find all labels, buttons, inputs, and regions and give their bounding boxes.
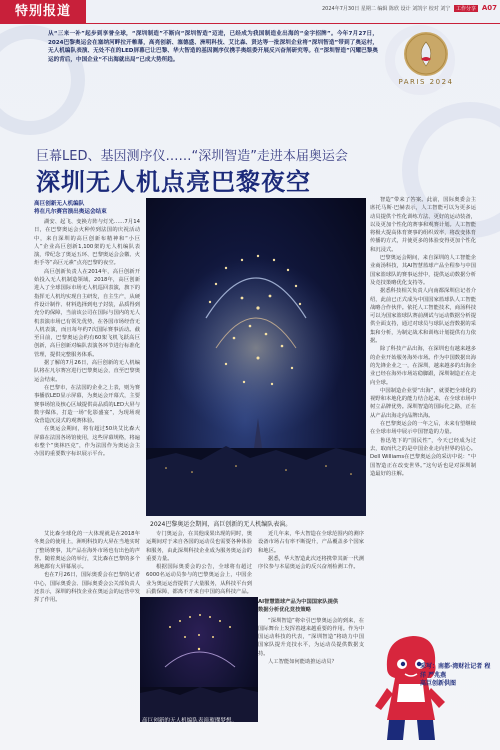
page-number: A07: [481, 4, 497, 12]
paragraph: 湖安、起飞、变换方阵与灯光……7月14日，在巴黎奥运会火种传到法国的庆祝活动中，来自深圳的高巨创新布精神和“小巨人”企业高巨创新1,100架的无人机编队表演，带纪念了奥运五环、巴黎奥运会会徽、火炬手等“高巨元素”点亮巴黎的夜空。: [34, 219, 140, 267]
drone-show-illustration: [146, 198, 366, 516]
paragraph: 除了科技产品出海，在深圳也有越来越多的企业开始服务海外市场。作为中国数据出海的先锋企业之一，在深圳，越来越多的出海企业已经在海外市场站稳脚跟，深圳制造正在走向全球。: [370, 346, 476, 386]
paragraph: 据悉科技相关负责人向南都深圳信记者介绍，此前已正式成为中国国家篮球队人工智能战略合作伙伴。依托人工智能技术，商汤科技可以为国家篮球队赛前测试与运动数据分析提供全面支持，通过对球员与球队运营数据的采集和分析，为制定战术和训练计划提供有力依据。: [370, 288, 476, 345]
paragraph: 在奥运会期间，将有超过50块艾比森大屏幕在法国各场馆使用，这些屏幕规格，将遍布整个“奥林匹克”，作为法国作为奥运会主办国的重要数字标识展示平台。: [34, 426, 140, 458]
paragraph: 巴黎奥运会期间，来自深圳的人工智能企业商汤科技，其AI智慧篮球产品全程参与中国国家篮球队的赛事运营中，提供运动数据分析及竞技策略优化支持等。: [370, 255, 476, 286]
credits: 采写：南都·湾财社记者 程洋 严兆燕 高巨创新供图: [420, 663, 491, 688]
subsection-title: AI智慧篮球产品为中国国家队提供 数据分析优化竞技策略: [258, 599, 339, 614]
paragraph: 鲁迅笔下的“国民性”，今天已经成为过去，取而代之的是中国企业走向世界的信心。Dell Williams在巴黎奥运会的采访中说：“中国智造正在改变世界。”这句话也是对深圳制造最好的注解。: [370, 437, 476, 477]
paragraph: 据了解的7月26日，高巨创新的无人机编队将在凡尔赛宫进行巴黎奥运会，直至巴黎奥运会结束。: [34, 360, 140, 383]
column-1-subhead: 高巨创新无人机编队 将在凡尔赛宫演出奥运会结束: [34, 201, 107, 215]
bottom-column-1: [34, 530, 140, 720]
paragraph: 根据国际奥委会的公告，全球将有超过6000名运动员参与的巴黎奥运会上，中国企业为奥运运营提供了大量服务，从科技平台到后勤保障，都离不开来自中国的高科技产品。: [146, 564, 252, 596]
badge: 工作分享: [455, 6, 476, 12]
issue-date-editors: 2024年7月30日 星期二 编辑 陈欣 设计 刘凯宇 校对 刘宁: [321, 6, 451, 12]
paragraph: 近几年来，华大智造在全球范围内的测序设备市场占有率不断提升，产品覆盖多个国家和地区。: [258, 531, 364, 554]
subsection-ai-basketball: [258, 598, 364, 708]
paragraph: 人工智能如何能助推运动员？: [268, 659, 337, 666]
paragraph: 在巴黎市，在法国的企业之上表，则为赛事播放LED显示屏幕，为奥运会开幕式，主要赛事场馆及核心区域提供高品质的LED大屏与数字媒体，打造一场“化影盛宴”，为现场观众营造沉浸式的观赛体验。: [34, 384, 140, 425]
main-photo-caption: 2024巴黎奥运会期间，高巨创新的无人机编队表演。: [150, 521, 292, 528]
section-tag: 特别报道: [0, 0, 86, 23]
drone-formation-illustration: [140, 597, 258, 722]
column-1: [34, 200, 140, 505]
bottom-column-3: [258, 530, 364, 592]
kicker: 巨幕LED、基因测序仪……“深圳智造”走进本届奥运会: [36, 149, 348, 164]
second-photo-drone-show: [140, 597, 258, 722]
paragraph: 高巨创新负责人在2014年，高巨创新开始投入无人机制造领域，2018年，高巨创新进入了全球国际市场无人机巡回表演，旗下的指挥无人机均实现自主研发，自主生产，从硬件设计制作、材料选择到电子封装，品质得到充分的保障，当前该公司在国际与国内的无人机表演市场已有领先优势，在各国市场经营无人机表演，而且每年约7次国际赛事活动。截至目前，巴黎奥运会约有60架飞机飞跃高巨创新，高巨创新对编队表演各环节进行标准化管理，提供完整服务体系。: [34, 268, 140, 358]
paragraph: 艾比森全球化的一大体现就是在2018年冬奥会的使用上，洲明科技的大屏在当地实时了整场赛事，其产品在海外市场也有出色的声誉。随着奥运会的举行，艾比森在巴黎的多个场地都有大屏幕展示。: [34, 531, 140, 571]
paris-2024-text: PARIS 2024: [398, 78, 454, 86]
paragraph: “深圳智造”将牵引巴黎奥运会的到来，在国际舞台上发挥着越来越重要的作用。作为中国运动科技的代表，“深圳智造”将助力中国国家队提升竞技水平，为运动员提供数据支持。: [258, 617, 364, 657]
paragraph: 在巴黎奥运会的一年之后，未来有望继续在全球市场中展示中国智造的力量。: [370, 421, 476, 436]
column-right: [370, 196, 476, 626]
issue-info: [322, 5, 478, 12]
paragraph: 专门奥运会，在其他成果出现的同时，奥运期间对于来自各国的运动员也需要各种体验和服务，由此深圳科技企业成为服务奥运会的重要力量。: [146, 531, 252, 562]
lead-paragraph: 从“三来一补”起步到享誉全球，“深圳制造”不断向“深圳智造”迈进，已经成为我国制造业出海的“金字招牌”。今年7月27日，2024巴黎奥运会在塞纳河畔拉开帷幕，高亮创新、塞德盛、洲明科技、艾比森、贤达等一批深圳企业将“深圳智造”带到了奥运村，无人机编队表演、无处不在的LED屏幕已让巴黎、华大智造的基因测序仪携手奥组委开展反兴奋剂研究等。在“深圳智造”闪耀巴黎奥运的背后，中国企业“不出海就出局”已成大势所趋。: [48, 31, 378, 63]
paragraph: 据悉，华大智造此次还将携带其新一代测序仪参与本届奥运会的反兴奋剂检测工作。: [258, 555, 364, 571]
second-photo-caption: 高巨创新的无人机编队表演璀璨梦想。: [142, 718, 238, 724]
paragraph: 中国制造企业要“出海”，就要把全球化的视野和本地化的能力结合起来，在全球市场中树立品牌优势。深圳智造的国际化之路，正在从产品出海走向品牌出海。: [370, 387, 476, 419]
paragraph: 智造”带来了答案。此前，国际奥委会主席托马斯·巴赫表示，人工智能可以为更多运动员提供个性化训练方法、更好的运动装备，以及更加个性化的赛事和观赛计划。人工智能将极大提高体育赛事的组织效率，将改变体育传播的方式，并使更多的体验变得更加个性化和沉浸式。: [370, 197, 476, 253]
bottom-column-2: [146, 530, 252, 596]
top-bar: [0, 0, 500, 24]
main-photo-drone-show: [146, 198, 366, 516]
paragraph: 也在7月26日，国际奥委会在巴黎的记者中心，国际奥委会、国际奥委会公关部负责人还表示，深圳的科技企业在奥运会的运营中发挥了作用。: [34, 572, 140, 604]
headline: 深圳无人机点亮巴黎夜空: [36, 168, 311, 196]
